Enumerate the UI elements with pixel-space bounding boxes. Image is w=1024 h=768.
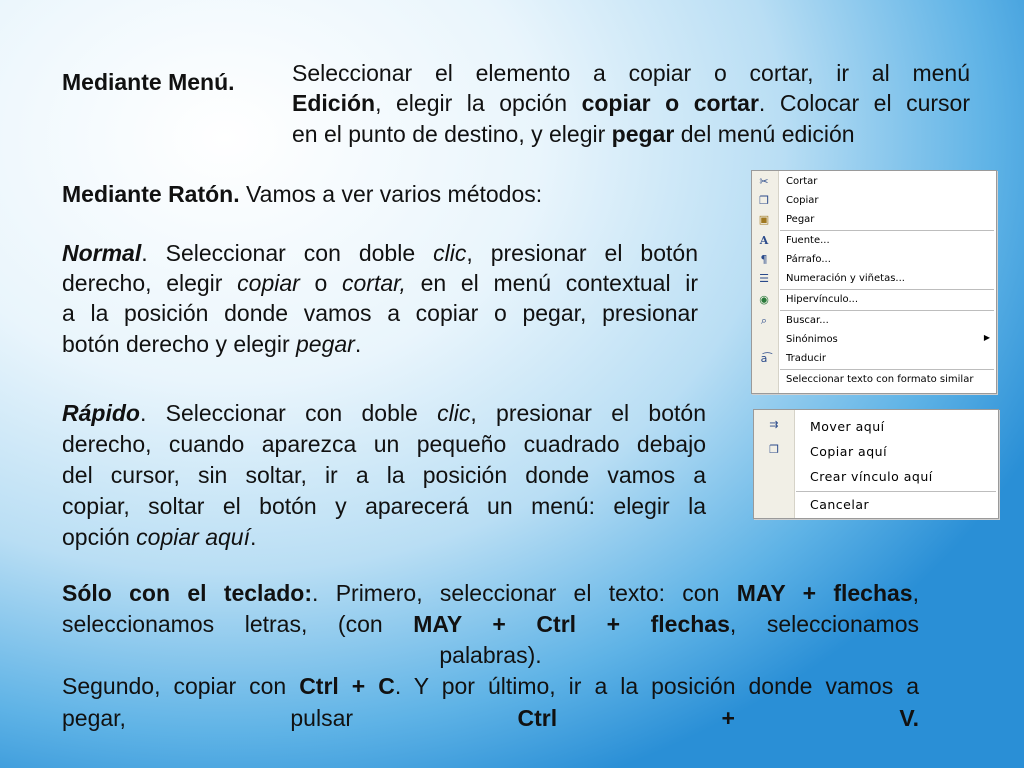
menu-method-line-3	[292, 119, 855, 149]
menu-item-seleccionar-formato[interactable]	[752, 371, 996, 389]
menu-item-label: Mover aquí	[810, 419, 885, 434]
menu-item-label: Copiar aquí	[810, 444, 888, 459]
copy-icon: ❐	[759, 194, 769, 207]
menu-item-mover-aqui[interactable]	[754, 414, 998, 439]
text-span: o	[299, 270, 342, 296]
menu-method-label: Mediante Menú.	[62, 69, 235, 95]
text-span: . Primero, seleccionar el texto: con	[312, 580, 737, 606]
normal-line-4	[62, 329, 361, 359]
rapido-line-5	[62, 522, 256, 552]
rapido-label: Rápido	[62, 400, 140, 426]
text-span: botón derecho y elegir	[62, 331, 296, 357]
list-icon: ☰	[759, 272, 769, 285]
text-span: .	[354, 331, 362, 357]
mouse-method-label: Mediante Ratón.	[62, 181, 240, 207]
v-text: V.	[899, 705, 920, 731]
paste-icon: ▣	[758, 213, 770, 226]
ctrl-text: Ctrl	[517, 705, 558, 731]
menu-item-parrafo[interactable]	[752, 251, 996, 269]
text-span: seleccionamos letras, (con	[62, 611, 414, 637]
menu-item-numeracion[interactable]	[752, 270, 996, 288]
text-span: .	[249, 524, 257, 550]
menu-item-label: Numeración y viñetas...	[786, 273, 905, 284]
menu-separator	[780, 369, 994, 370]
plus-text: +	[721, 705, 735, 731]
text-span: Vamos a ver varios métodos:	[239, 181, 543, 207]
text-span: del menú edición	[674, 121, 855, 147]
normal-line-1	[62, 238, 698, 268]
text-span: opción	[62, 524, 137, 550]
search-icon: ⌕	[760, 314, 768, 327]
rapido-line-4: copiar, soltar el botón y aparecerá un menú: elegir la	[62, 493, 706, 519]
copy-here-icon: ❐	[769, 443, 779, 456]
ctrl-c-text: Ctrl + C	[299, 673, 395, 699]
menu-item-label: Fuente...	[786, 235, 830, 246]
text-span: pegar,	[62, 705, 126, 731]
menu-item-cancelar[interactable]	[754, 492, 998, 517]
menu-item-crear-vinculo[interactable]	[754, 464, 998, 489]
text-span: , presionar el botón	[466, 240, 698, 266]
keyboard-line-5	[62, 703, 919, 733]
keyboard-label: Sólo con el teclado:	[62, 580, 312, 606]
menu-separator	[780, 289, 994, 290]
text-span: . Seleccionar con doble	[139, 400, 438, 426]
menu-item-label: Copiar	[786, 195, 819, 206]
menu-item-label: Buscar...	[786, 315, 829, 326]
menu-item-cortar[interactable]	[752, 173, 996, 191]
menu-item-label: Seleccionar texto con formato similar	[786, 374, 974, 385]
menu-item-label: Cortar	[786, 176, 818, 187]
may-flechas-text: MAY + flechas	[736, 580, 913, 606]
text-span: Segundo, copiar con	[62, 673, 300, 699]
menu-item-buscar[interactable]	[752, 312, 996, 330]
hyperlink-icon: ◉	[759, 293, 769, 306]
text-span: clic	[437, 400, 471, 426]
text-span: clic	[433, 240, 467, 266]
move-icon: ⇉	[769, 418, 779, 431]
paragraph-icon: ¶	[760, 253, 768, 266]
text-span: . Y por último, ir a la posición donde vamos a	[394, 673, 919, 699]
mouse-method-heading	[62, 179, 542, 209]
text-span: derecho, elegir	[62, 270, 238, 296]
text-span: . Seleccionar con doble	[141, 240, 434, 266]
may-ctrl-flechas-text: MAY + Ctrl + flechas	[413, 611, 730, 637]
menu-item-label: Párrafo...	[786, 254, 831, 265]
rapido-line-1	[62, 398, 706, 428]
font-icon: A	[759, 234, 769, 247]
menu-item-copiar[interactable]	[752, 192, 996, 210]
rapido-line-3: del cursor, sin soltar, ir a la posición donde vamos a	[62, 462, 706, 488]
keyboard-line-2	[62, 609, 919, 639]
keyboard-line-3: palabras).	[439, 642, 542, 668]
menu-separator	[780, 310, 994, 311]
rapido-line-2: derecho, cuando aparezca un pequeño cuadrado debajo	[62, 431, 706, 457]
menu-separator	[780, 230, 994, 231]
keyboard-line-1	[62, 578, 919, 608]
text-span: copiar	[237, 270, 300, 296]
menu-item-label: Crear vínculo aquí	[810, 469, 933, 484]
menu-item-label: Hipervínculo...	[786, 294, 859, 305]
menu-item-fuente[interactable]	[752, 232, 996, 250]
menu-item-label: Cancelar	[810, 497, 870, 512]
normal-label: Normal	[62, 240, 142, 266]
text-span: pegar	[296, 331, 355, 357]
text-span: . Colocar el cursor	[758, 90, 970, 116]
text-span: copiar aquí	[136, 524, 250, 550]
menu-item-label: Sinónimos	[786, 334, 838, 345]
context-menu	[751, 170, 997, 394]
pegar-text: pegar	[611, 121, 675, 147]
menu-method-line-2	[292, 88, 970, 118]
text-span: , elegir la opción	[375, 90, 582, 116]
text-span: pulsar	[290, 705, 354, 731]
edicion-text: Edición	[292, 90, 376, 116]
translate-icon: a͡	[760, 352, 768, 365]
drag-drop-menu	[753, 409, 999, 519]
normal-line-3: a la posición donde vamos a copiar o pegar, presionar	[62, 300, 698, 326]
normal-line-2	[62, 268, 698, 298]
submenu-arrow-icon: ▶	[983, 333, 990, 342]
menu-item-sinonimos[interactable]	[752, 331, 996, 349]
keyboard-line-4	[62, 671, 919, 701]
text-span: en el menú contextual ir	[405, 270, 699, 296]
menu-item-pegar[interactable]	[752, 211, 996, 229]
copiar-cortar-text: copiar o cortar	[581, 90, 759, 116]
text-span: , seleccionamos	[729, 611, 919, 637]
text-span: en el punto de destino, y elegir	[292, 121, 612, 147]
menu-item-label: Pegar	[786, 214, 815, 225]
text-span: ,	[912, 580, 919, 606]
menu-method-line-1: Seleccionar el elemento a copiar o cortar, ir al menú	[292, 60, 970, 86]
menu-item-copiar-aqui[interactable]	[754, 439, 998, 464]
menu-item-hipervinculo[interactable]	[752, 291, 996, 309]
menu-item-traducir[interactable]	[752, 350, 996, 368]
scissors-icon: ✂	[759, 175, 769, 188]
text-span: , presionar el botón	[470, 400, 706, 426]
text-span: cortar,	[342, 270, 406, 296]
menu-item-label: Traducir	[786, 353, 826, 364]
